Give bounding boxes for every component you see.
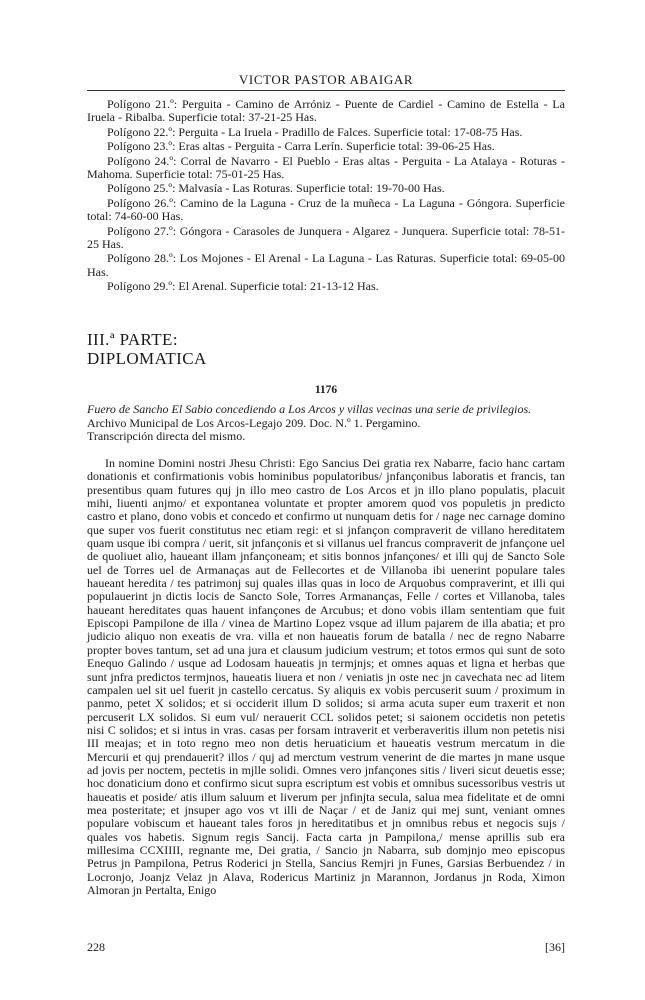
polygon-item: Polígono 23.º: Eras altas - Perguita - Carra Lerín. Superficie total: 39-06-25 Has.	[107, 139, 495, 154]
part-heading-line1: III.ª PARTE:	[87, 330, 178, 349]
document-number: 1176	[314, 384, 338, 396]
document-body-text: In nomine Domini nostri Jhesu Christi: Ego Sancius Dei gratia rex Nabarre, facio hanc cartam donationis et confirmationis vobis hominibus populatoribus/ jnfançonibus laboratis et francis, tan presentibus quam futures quj jn illo meo castro de Los Arcos et jn illo plano populatis, placuit mihi, liuenti anjmo/ et expontanea voluntate et propter amorem quod vos populetis jn predicto castro et plano, dono vobis et concedo et confirmo ut nunquam detis for / nage nec carnage domino que super vos fuerit constitutus nec etiam regi: et si jnfançon compraverit de villano hereditatem quam usque ibi compra / uerit, sit jnfançonis et si villanus uel francus compraverit de jnfançone uel de quoliuet alio, haueant illam jnfançoneam; et sitis bonnos jnfançones/ et illi quj de Sancto Sole uel de Torres uel de Armanaças aut de Fellecortes et de Villanoba ibi uenerint populare tales haueant heredita / tes patrimonj suj quales illas quas in loco de Arquobus compraverint, et illi qui populauerint jn dictis locis de Sancto Sole, Torres Armananças, Felle / cortes et Villanoba, tales haueant hereditates quas hauent infançones de Arcubus; et dono vobis illam sententiam que fuit Episcopi Pampilone de illa / vinea de Martino Lopez vsque ad illum pajarem de illa abatia; et pro judicio aliquo non exeatis de vra. villa et non haueatis forum de batalla / nec de regno Nabarre propter boves tantum, set ad una jura et clausum judicium vestrum; et totos ermos qui sunt de soto Enequo Galindo / usque ad Lodosam haueatis jn termjnjs; et omnes aquas et ligna et herbas que sunt jnfra predictos termjnos, haueatis liuera et non / veniatis jn oste nec jn cavechata nec ad litem campalen uel sit uel fuerit jn castello cercatus. Sy aliquis ex vobis percuserit suum / proximum in panmo, petet X solidos; et si occiderit illum D solidos; si arma acuta super eum traxerit et non percuserit LX solidos. Si eum vul/ nerauerit CCL solidos petet; si saionem occidetis non petetis nisi C solidos; et si intus in vras. casas per forsam intraverit et verberaveritis illum non petetis nisi III meajas; et in toto regno meo non detis heruaticium et haueatis vestrum mercatum in die Mercurii et quj prendauerit? illos / quj ad merctum vestrum venerint de die martes jn mane usque ad jovis per noctem, pectetis in mjlle solidi. Omnes vero jnfançones sitis / liveri sicut deuetis esse; hoc donaticium dono et confirmo sicut supra escriptum est vobis et omnibus sucessoribus vestris ut haueatis et poside/ atis illum saluum et liverum per jnfinjta secula, salua mea fidelitate et de omni mea posteritate; et jnsuper ago vos vt illi de Naçar / et de Janiz qui mej sunt, veniant omnes populare vobiscum et haueant tales foros jn hereditatibus et jn omnibus rebus et negocis sujs / quales vos habetis. Signum regis Sancij. Facta carta jn Pampilona,/ mense aprillis sub era millesima CCXIIII, regnante me, Dei gratia, / Sancio jn Nabarra, sub domjnjo meo episcopus Petrus jn Pampilona, Petrus Roderici jn Stella, Sancius Remjri jn Funes, Garsias Berbuendez / in Locronjo, Joanjz Velaz jn Alava, Rodericus Martiniz jn Marannon, Jordanus jn Roda, Ximon Almoran jn Pertalta, Enigo	[87, 456, 565, 897]
header-rule	[87, 90, 565, 91]
part-heading-line2: DIPLOMATICA	[87, 349, 207, 368]
polygon-item: Polígono 29.º: El Arenal. Superficie total: 21-13-12 Has.	[107, 279, 379, 294]
archive-reference: Archivo Municipal de Los Arcos-Legajo 209. Doc. N.º 1. Pergamino.	[87, 415, 421, 430]
polygon-item: Polígono 25.º: Malvasía - Las Roturas. Superficie total: 19-70-00 Has.	[107, 181, 445, 196]
running-header: VICTOR PASTOR ABAIGAR	[238, 72, 414, 87]
page-number: 228	[87, 940, 105, 954]
polygon-item: Polígono 24.º: Corral de Navarro - El Pueblo - Eras altas - Perguita - La Atalaya - Roturas - Mahoma. Superficie total: 75-01-25 Has.	[87, 153, 565, 182]
polygon-item: Polígono 22.º: Perguita - La Iruela - Pradillo de Falces. Superficie total: 17-08-75 Has.	[107, 124, 523, 139]
polygon-item: Polígono 21.º: Perguita - Camino de Arróniz - Puente de Cardiel - Camino de Estella - La Iruela - Ribalba. Superficie total: 37-21-25 Has.	[87, 97, 565, 125]
document-source	[87, 403, 565, 444]
document-title: Fuero de Sancho El Sabio concediendo a Los Arcos y villas vecinas una serie de privilegios.	[87, 402, 532, 416]
polygon-list	[87, 98, 565, 295]
polygon-item: Polígono 27.º: Góngora - Carasoles de Junquera - Algarez - Junquera. Superficie total: 78-51-25 Has.	[87, 223, 565, 252]
polygon-item: Polígono 28.º: Los Mojones - El Arenal - La Laguna - Las Raturas. Superficie total: 69-05-00 Has.	[87, 251, 565, 279]
part-heading	[87, 330, 565, 368]
bracket-page-number: [36]	[545, 940, 565, 954]
polygon-item: Polígono 26.º: Camino de la Laguna - Cruz de la muñeca - La Laguna - Góngora. Superficie total: 74-60-00 Has.	[87, 195, 565, 224]
transcription-note: Transcripción directa del mismo.	[87, 429, 246, 444]
